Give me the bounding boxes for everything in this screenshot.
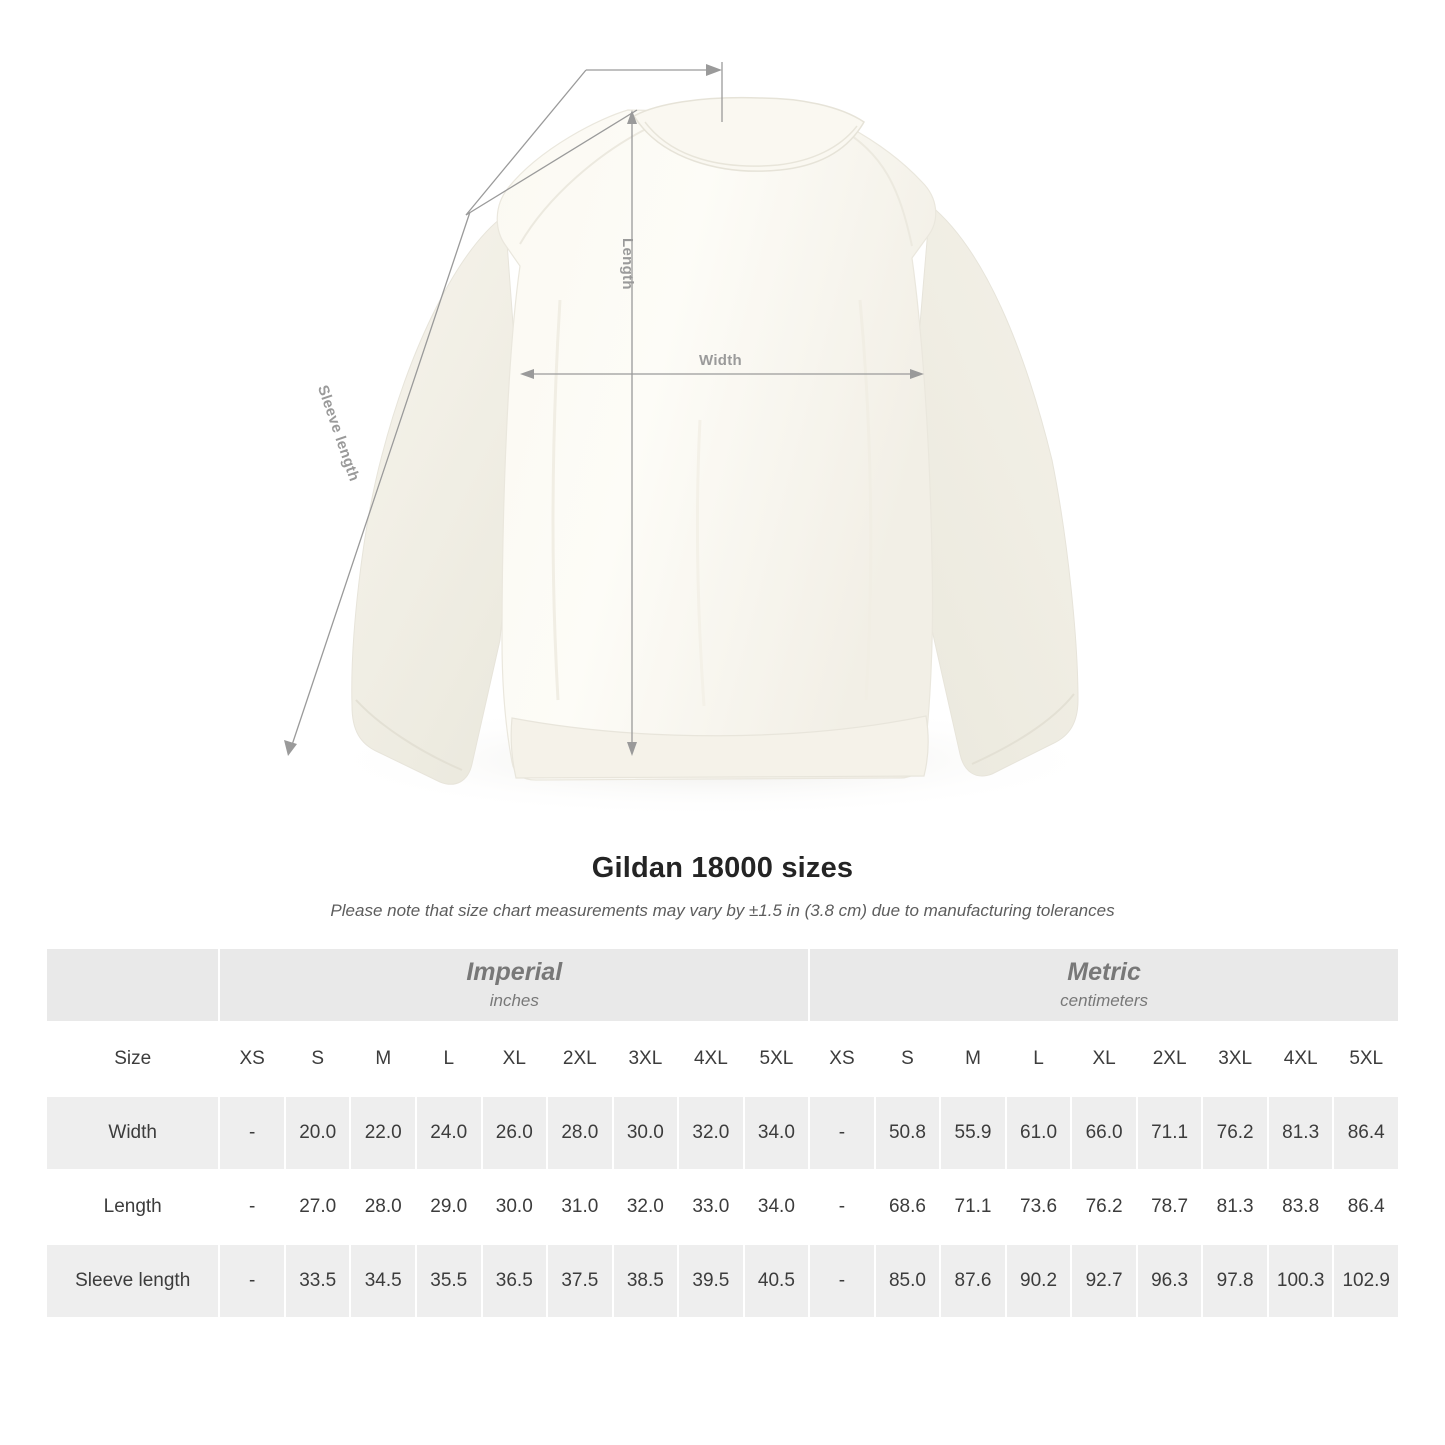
cell-width-xs-in: - [219,1096,285,1170]
cell-width-m-cm: 55.9 [940,1096,1006,1170]
column-header-size: Size [46,1022,219,1096]
cell-sleeve-length-4xl-cm: 100.3 [1268,1244,1334,1318]
cell-sleeve-length-3xl-cm: 97.8 [1202,1244,1268,1318]
cell-sleeve-length-s-cm: 85.0 [875,1244,941,1318]
title-block [0,852,1445,921]
column-header-l-cm: L [1006,1022,1072,1096]
cell-sleeve-length-3xl-in: 38.5 [613,1244,679,1318]
unit-group-imperial [219,948,809,1022]
cell-sleeve-length-4xl-in: 39.5 [678,1244,744,1318]
cell-length-m-in: 28.0 [350,1170,416,1244]
unit-group-metric [809,948,1399,1022]
cell-length-s-cm: 68.6 [875,1170,941,1244]
column-header-xl-cm: XL [1071,1022,1137,1096]
cell-sleeve-length-2xl-in: 37.5 [547,1244,613,1318]
row-label-length: Length [46,1170,219,1244]
column-header-s-cm: S [875,1022,941,1096]
cell-length-l-in: 29.0 [416,1170,482,1244]
cell-width-2xl-in: 28.0 [547,1096,613,1170]
column-header-m-cm: M [940,1022,1006,1096]
cell-width-m-in: 22.0 [350,1096,416,1170]
column-header-4xl-in: 4XL [678,1022,744,1096]
cell-length-2xl-cm: 78.7 [1137,1170,1203,1244]
cell-width-l-cm: 61.0 [1006,1096,1072,1170]
page-title: Gildan 18000 sizes [591,852,854,884]
row-label-width: Width [46,1096,219,1170]
column-header-m-in: M [350,1022,416,1096]
column-header-5xl-cm: 5XL [1333,1022,1399,1096]
cell-sleeve-length-l-cm: 90.2 [1006,1244,1072,1318]
column-header-2xl-in: 2XL [547,1022,613,1096]
cell-width-4xl-in: 32.0 [678,1096,744,1170]
cell-length-3xl-cm: 81.3 [1202,1170,1268,1244]
column-header-s-in: S [285,1022,351,1096]
cell-width-s-cm: 50.8 [875,1096,941,1170]
cell-length-4xl-in: 33.0 [678,1170,744,1244]
cell-length-3xl-in: 32.0 [613,1170,679,1244]
cell-sleeve-length-m-in: 34.5 [350,1244,416,1318]
unit-header-row [46,948,1399,1022]
row-label-sleeve-length: Sleeve length [46,1244,219,1318]
table-row [46,1170,1399,1244]
cell-sleeve-length-5xl-in: 40.5 [744,1244,810,1318]
cell-width-5xl-cm: 86.4 [1333,1096,1399,1170]
cell-sleeve-length-xl-in: 36.5 [482,1244,548,1318]
column-header-xl-in: XL [482,1022,548,1096]
column-header-row [46,1022,1399,1096]
cell-length-5xl-in: 34.0 [744,1170,810,1244]
cell-length-l-cm: 73.6 [1006,1170,1072,1244]
cell-width-xl-cm: 66.0 [1071,1096,1137,1170]
cell-width-3xl-cm: 76.2 [1202,1096,1268,1170]
cell-sleeve-length-xs-cm: - [809,1244,875,1318]
cell-width-5xl-in: 34.0 [744,1096,810,1170]
cell-length-xs-in: - [219,1170,285,1244]
size-chart-table-wrap [45,947,1400,1319]
column-header-2xl-cm: 2XL [1137,1022,1203,1096]
sleeve-length-dimension-label: Sleeve length [313,383,363,484]
cell-length-m-cm: 71.1 [940,1170,1006,1244]
cell-length-s-in: 27.0 [285,1170,351,1244]
cell-sleeve-length-s-in: 33.5 [285,1244,351,1318]
cell-width-s-in: 20.0 [285,1096,351,1170]
cell-length-xl-cm: 76.2 [1071,1170,1137,1244]
unit-group-subtitle: inches [489,990,539,1010]
column-header-4xl-cm: 4XL [1268,1022,1334,1096]
cell-width-4xl-cm: 81.3 [1268,1096,1334,1170]
cell-length-5xl-cm: 86.4 [1333,1170,1399,1244]
cell-sleeve-length-xl-cm: 92.7 [1071,1244,1137,1318]
column-header-xs-cm: XS [809,1022,875,1096]
unit-group-subtitle: centimeters [1060,990,1149,1010]
cell-sleeve-length-xs-in: - [219,1244,285,1318]
width-dimension-label: Width [699,352,743,369]
unit-header-spacer [46,948,219,1022]
cell-width-3xl-in: 30.0 [613,1096,679,1170]
cell-width-2xl-cm: 71.1 [1137,1096,1203,1170]
cell-sleeve-length-l-in: 35.5 [416,1244,482,1318]
cell-width-xl-in: 26.0 [482,1096,548,1170]
column-header-xs-in: XS [219,1022,285,1096]
cell-length-xl-in: 30.0 [482,1170,548,1244]
column-header-l-in: L [416,1022,482,1096]
table-row [46,1244,1399,1318]
column-header-3xl-in: 3XL [613,1022,679,1096]
size-chart-table [45,947,1400,1319]
unit-group-title: Imperial [466,957,563,986]
column-header-5xl-in: 5XL [744,1022,810,1096]
column-header-3xl-cm: 3XL [1202,1022,1268,1096]
table-row [46,1096,1399,1170]
cell-sleeve-length-2xl-cm: 96.3 [1137,1244,1203,1318]
cell-length-xs-cm: - [809,1170,875,1244]
cell-sleeve-length-m-cm: 87.6 [940,1244,1006,1318]
cell-width-xs-cm: - [809,1096,875,1170]
cell-length-2xl-in: 31.0 [547,1170,613,1244]
cell-width-l-in: 24.0 [416,1096,482,1170]
length-dimension-label: Length [619,238,636,290]
tolerance-note: Please note that size chart measurements may vary by ±1.5 in (3.8 cm) due to manufacturing tolerances [330,901,1115,920]
unit-group-title: Metric [1067,957,1141,986]
cell-sleeve-length-5xl-cm: 102.9 [1333,1244,1399,1318]
cell-length-4xl-cm: 83.8 [1268,1170,1334,1244]
